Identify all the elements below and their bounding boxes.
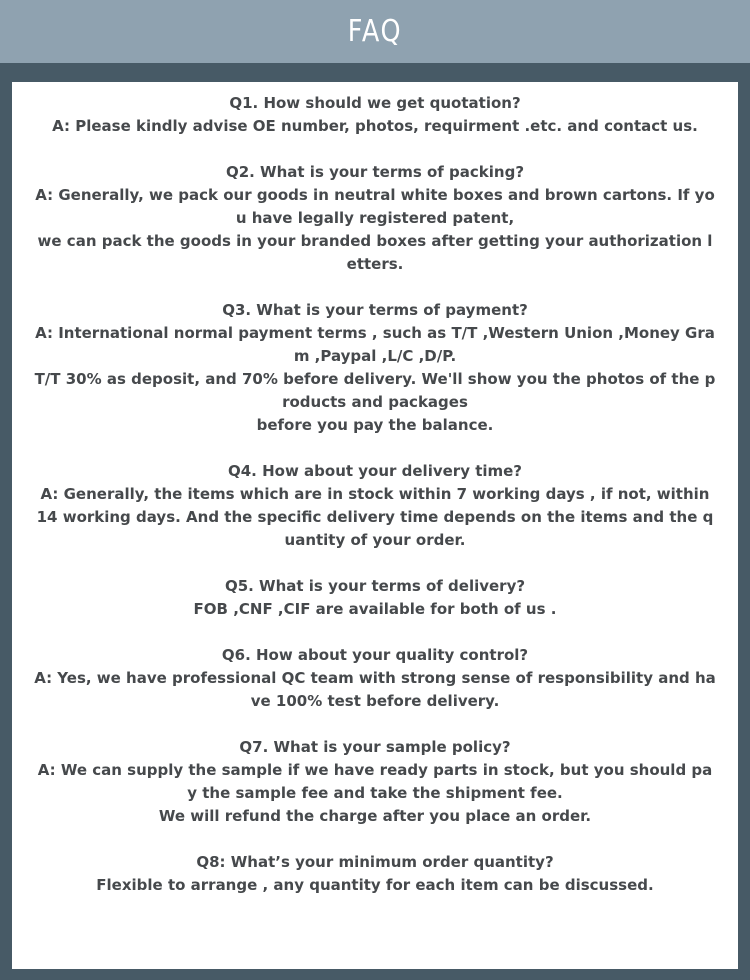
- faq-question: Q4. How about your delivery time?: [227, 462, 523, 480]
- page-title: FAQ: [347, 14, 403, 49]
- faq-answer-line: A: Yes, we have professional QC team with strong sense of responsibility and have 100% test before delivery.: [34, 669, 716, 710]
- faq-answer-line: we can pack the goods in your branded boxes after getting your authorization letters.: [37, 232, 713, 273]
- faq-item: [34, 736, 716, 828]
- faq-answer-line: A: Generally, we pack our goods in neutral white boxes and brown cartons. If you have legally registered patent,: [35, 186, 715, 227]
- faq-question: Q5. What is your terms of delivery?: [224, 577, 526, 595]
- faq-question: Q2. What is your terms of packing?: [225, 163, 525, 181]
- faq-question: Q7. What is your sample policy?: [239, 738, 511, 756]
- faq-question: Q8: What’s your minimum order quantity?: [196, 853, 554, 871]
- faq-item: [34, 92, 716, 138]
- faq-panel: [12, 82, 738, 969]
- faq-answer-line: A: Generally, the items which are in stock within 7 working days , if not, within 14 working days. And the specific delivery time depends on the items and the quantity of your order.: [36, 485, 714, 549]
- faq-list: [34, 92, 716, 920]
- faq-item: [34, 299, 716, 437]
- faq-answer-line: before you pay the balance.: [256, 416, 494, 434]
- faq-answer-line: FOB ,CNF ,CIF are available for both of us .: [193, 600, 557, 618]
- faq-answer-line: A: We can supply the sample if we have ready parts in stock, but you should pay the sample fee and take the shipment fee.: [37, 761, 713, 802]
- faq-question: Q6. How about your quality control?: [221, 646, 529, 664]
- faq-item: [34, 161, 716, 276]
- faq-answer-line: Flexible to arrange , any quantity for each item can be discussed.: [96, 876, 654, 894]
- faq-question: Q3. What is your terms of payment?: [222, 301, 528, 319]
- faq-answer-line: We will refund the charge after you place an order.: [158, 807, 592, 825]
- faq-item: [34, 575, 716, 621]
- faq-item: [34, 460, 716, 552]
- faq-answer-line: A: Please kindly advise OE number, photos, requirment .etc. and contact us.: [52, 117, 698, 135]
- faq-question: Q1. How should we get quotation?: [229, 94, 521, 112]
- faq-header: [0, 0, 750, 63]
- faq-item: [34, 644, 716, 713]
- faq-item: [34, 851, 716, 897]
- faq-answer-line: T/T 30% as deposit, and 70% before delivery. We'll show you the photos of the products and packages: [34, 370, 716, 411]
- faq-answer-line: A: International normal payment terms , such as T/T ,Western Union ,Money Gram ,Paypal ,L/C ,D/P.: [35, 324, 715, 365]
